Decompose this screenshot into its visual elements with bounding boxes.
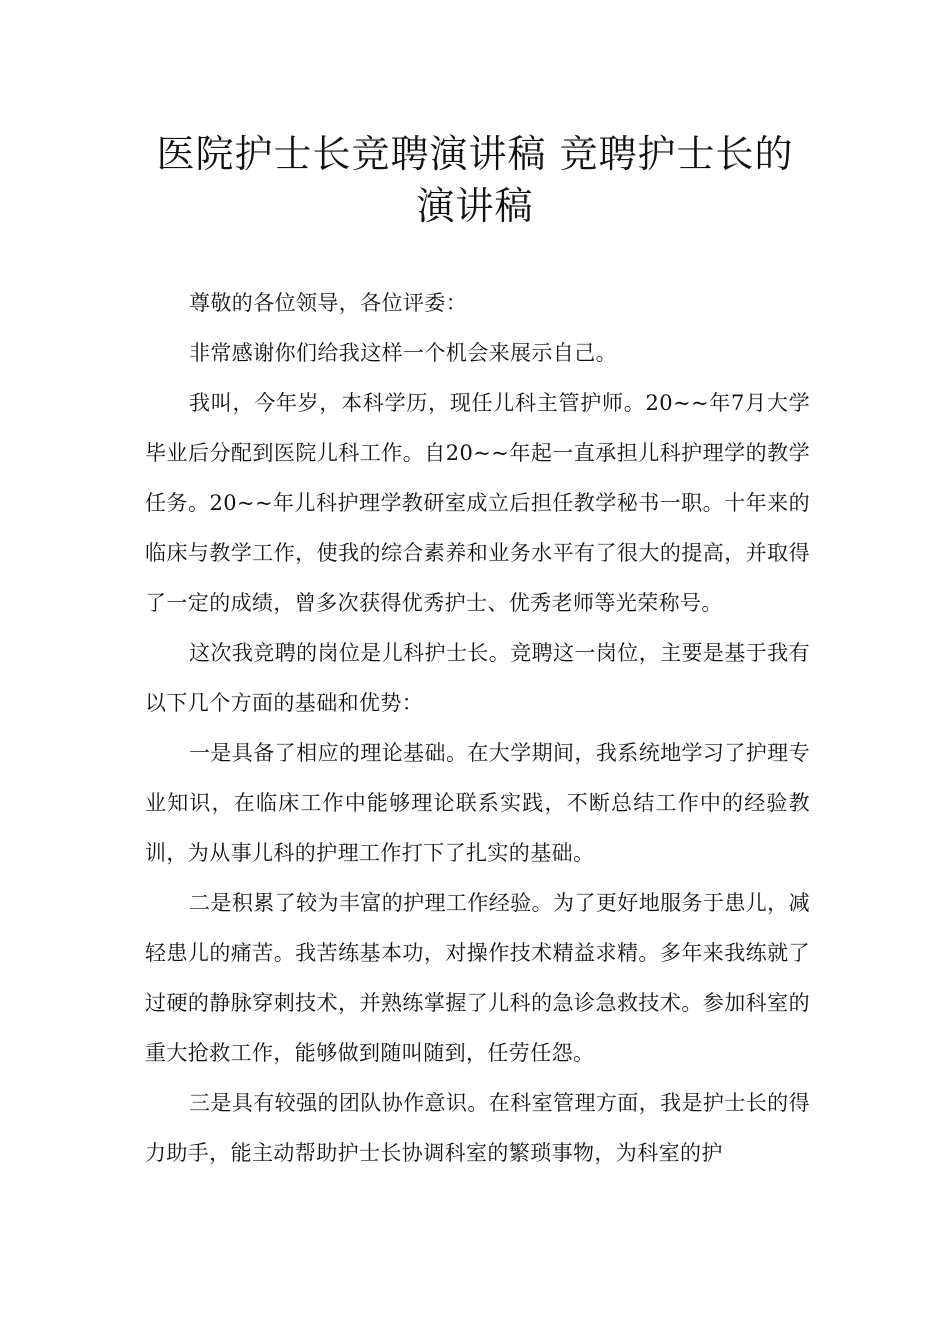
title-line-1: 医院护士长竞聘演讲稿 竞聘护士长的	[156, 132, 794, 176]
thanks-paragraph: 非常感谢你们给我这样一个机会来展示自己。	[189, 341, 617, 365]
teamwork-paragraph: 三是具有较强的团队协作意识。在科室管理方面，我是护士长的得力助手，能主动帮助护士长协调科室的繁琐事物，为科室的护	[145, 1091, 810, 1165]
greeting-paragraph: 尊敬的各位领导，各位评委：	[189, 291, 468, 315]
position-paragraph: 这次我竞聘的岗位是儿科护士长。竞聘这一岗位，主要是基于我有以下几个方面的基础和优势：	[145, 641, 810, 715]
title-line-2: 演讲稿	[416, 184, 534, 228]
introduction-paragraph: 我叫，今年岁，本科学历，现任儿科主管护师。20~~年7月大学毕业后分配到医院儿科工作。自20~~年起一直承担儿科护理学的教学任务。20~~年儿科护理学教研室成立后担任教学秘书一职。十年来的临床与教学工作，使我的综合素养和业务水平有了很大的提高，并取得了一定的成绩，曾多次获得优秀护士、优秀老师等光荣称号。	[145, 391, 810, 615]
theory-paragraph: 一是具备了相应的理论基础。在大学期间，我系统地学习了护理专业知识，在临床工作中能够理论联系实践，不断总结工作中的经验教训，为从事儿科的护理工作打下了扎实的基础。	[145, 741, 810, 865]
document-body	[145, 278, 810, 1178]
experience-paragraph: 二是积累了较为丰富的护理工作经验。为了更好地服务于患儿，减轻患儿的痛苦。我苦练基本功，对操作技术精益求精。多年来我练就了过硬的静脉穿刺技术，并熟练掌握了儿科的急诊急救技术。参加科室的重大抢救工作，能够做到随叫随到，任劳任怨。	[145, 891, 810, 1065]
document-title	[120, 128, 830, 232]
